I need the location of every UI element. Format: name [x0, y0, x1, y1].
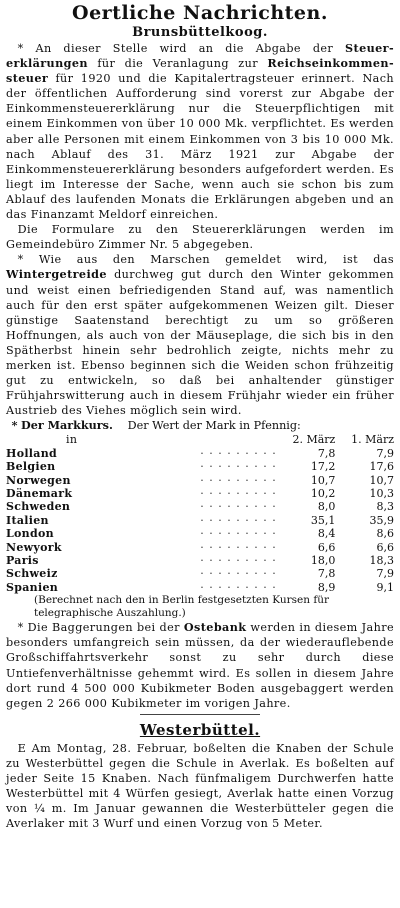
- ostebank-intro: * Die Baggerungen bei der: [17, 621, 184, 635]
- rate-col1: 10,7: [310, 473, 336, 487]
- article-ostebank: [6, 620, 394, 711]
- markkurs-intro: Der Wert der Mark in Pfennig:: [127, 419, 301, 433]
- tax-bold-4: steuer: [6, 71, 49, 86]
- country-name: Italien: [6, 513, 49, 527]
- rate-col1: 7,8: [317, 446, 336, 460]
- table-row: Norwegen · · · · · · · · · 10,7 10,7: [6, 473, 394, 487]
- table-row: Schweden · · · · · · · · · 8,0 8,3: [6, 500, 394, 514]
- rate-col1: 8,4: [317, 527, 336, 541]
- bosseln-text: E Am Montag, 28. Februar, boßelten die Knaben der Schule zu Westerbüttel gegen die Schule in Averlak. Es boßelten auf jeder Seite 15 Knaben. Nach fünfmaligem Durchwerfen hatte Westerbüttel mit 4 Würfen gesiegt, Averlak hatte einen Vorzug von ¼ m. Im Januar gewannen die Westerbütteler gegen die Averlaker mit 3 Wurf und einen Vorzug von 5 Meter.: [6, 741, 394, 831]
- rate-col1: 7,8: [317, 567, 336, 581]
- rate-col2: 9,1: [376, 580, 394, 594]
- article-tax-declarations: [6, 41, 394, 252]
- tax-bold-2: erklärungen: [6, 56, 88, 71]
- wintergetreide-bold: Wintergetreide: [6, 267, 107, 282]
- country-name: Schweden: [6, 500, 71, 514]
- section-divider: [140, 714, 260, 715]
- rate-col2: 8,3: [376, 500, 394, 514]
- markkurs-title: Der Markkurs.: [21, 418, 113, 433]
- tax-text-rest: der öffentlichen Aufforderung sind vorerst zur Abgabe der Einkommensteuererklärung nur die Steuerpflichtigen mit einem Einkommen von über 10 000 Mk. verpflichtet. Es werden aber alle Personen mit einem Einkommen von 3 bis 10 000 Mk. nach Ablauf des 31. März 1921 zur Abgabe der Einkommensteuererklärung besonders aufgefordert werden. Es liegt im Interesse der Sache, wenn auch sie schon bis zum Ablauf des laufenden Monats die Erklärungen abgeben und an das Finanzamt Meldorf einreichen.: [6, 87, 394, 222]
- rate-col1: 35,1: [310, 513, 336, 527]
- rate-col2: 8,6: [376, 527, 394, 541]
- rate-col2: 17,6: [369, 460, 394, 474]
- rate-col2: 35,9: [369, 513, 394, 527]
- country-name: London: [6, 527, 54, 541]
- table-header-row: [6, 433, 394, 446]
- table-row: Newyork · · · · · · · · · 6,6 6,6: [6, 540, 394, 554]
- bosseln-paragraph: [6, 741, 394, 832]
- rate-col2: 7,9: [376, 567, 394, 581]
- markkurs-star: *: [11, 418, 18, 433]
- tax-bold-3: Reichseinkommen-: [267, 56, 394, 71]
- article-tax-paragraph: [6, 41, 394, 222]
- section-heading-westerbuettel: Westerbüttel.: [139, 720, 261, 739]
- page-title: Oertliche Nachrichten.: [72, 2, 328, 24]
- rate-col1: 10,2: [310, 486, 336, 500]
- tax-text-2: für die Veranlagung zur: [87, 57, 268, 71]
- tax-text-3: für 1920 und die Kapitalertragsteuer erinnert. Nach: [48, 72, 394, 86]
- rate-col1: 18,0: [310, 554, 336, 567]
- table-row: Belgien · · · · · · · · · 17,2 17,6: [6, 460, 394, 474]
- rate-col2: 10,7: [369, 473, 394, 487]
- country-name: Schweiz: [6, 567, 58, 581]
- country-name: Holland: [6, 446, 58, 460]
- column-header-col2: 1. März: [351, 433, 394, 447]
- rate-col2: 10,3: [369, 486, 394, 500]
- markkurs-header: [6, 418, 394, 433]
- column-header-in: in: [66, 433, 78, 447]
- table-row: Italien · · · · · · · · · 35,1 35,9: [6, 513, 394, 527]
- rate-col1: 8,9: [317, 580, 336, 594]
- tax-intro: * An dieser Stelle wird an die Abgabe der: [17, 42, 346, 55]
- section-heading-brunsbuettelkoog: Brunsbüttelkoog.: [132, 25, 268, 40]
- wintergetreide-text: durchweg gut durch den Winter gekommen und weist einen befriedigenden Stand auf, was namentlich auch für den erst später aufgekommenen Weizen gilt. Dieser günstige Saatenstand berechtigt zu um so größeren Hoffnungen, als auch von der Mäuseplage, die sich bis in den Spätherbst hinein sehr bedrohlich zeigte, nichts mehr zu merken ist. Ebenso beginnen sich die Weiden schon frühzeitig gut zu entwickeln, so daß bei anhaltender günstiger Frühjahrswitterung auch in diesem Frühjahr wieder ein früher Austrieb des Viehes möglich sein wird.: [6, 268, 394, 418]
- table-row: Paris · · · · · · · · · 18,0 18,3: [6, 554, 394, 567]
- country-name: Dänemark: [6, 486, 73, 500]
- country-name: Norwegen: [6, 473, 71, 487]
- rate-col2: 18,3: [369, 554, 394, 567]
- country-name: Belgien: [6, 460, 56, 474]
- wintergetreide-paragraph: [6, 252, 394, 418]
- table-row: London · · · · · · · · · 8,4 8,6: [6, 527, 394, 541]
- markkurs-note: (Berechnet nach den in Berlin festgesetzten Kursen für telegraphische Auszahlung.): [34, 594, 329, 620]
- table-row: Spanien · · · · · · · · · 8,9 9,1: [6, 580, 394, 594]
- article-tax-forms: [6, 222, 394, 252]
- ostebank-bold: Ostebank: [183, 620, 247, 635]
- rate-col1: 17,2: [310, 460, 336, 474]
- rate-col1: 6,6: [317, 540, 336, 554]
- column-header-col1: 2. März: [292, 433, 336, 447]
- ostebank-paragraph: [6, 620, 394, 711]
- tax-bold-1: Steuer-: [345, 41, 394, 55]
- article-wintergetreide: [6, 252, 394, 418]
- tax-forms-text: Die Formulare zu den Steuererklärungen werden im Gemeindebüro Zimmer Nr. 5 abgegeben.: [6, 223, 394, 252]
- country-name: Spanien: [6, 580, 59, 594]
- rate-col2: 7,9: [376, 446, 394, 460]
- article-bosseln: [6, 741, 394, 832]
- ostebank-text: werden in diesem Jahre besonders umfangreich sein müssen, da der wiederauflebende Großschiffahrtsverkehr sonst zu sehr durch diese Untiefenverhältnisse gehemmt wird. Es sollen in diesem Jahre dort rund 4 500 000 Kubikmeter Boden ausgebaggert werden gegen 2 266 000 Kubikmeter im vorigen Jahre.: [6, 621, 395, 710]
- wintergetreide-intro: * Wie aus den Marschen gemeldet wird, ist das: [17, 253, 394, 267]
- table-row: Dänemark · · · · · · · · · 10,2 10,3: [6, 486, 394, 500]
- rate-col2: 6,6: [376, 540, 394, 554]
- country-name: Paris: [6, 554, 39, 567]
- table-row: Holland · · · · · · · · · 7,8 7,9: [6, 446, 394, 460]
- country-name: Newyork: [6, 540, 62, 554]
- rate-col1: 8,0: [317, 500, 336, 514]
- article-markkurs: [6, 418, 394, 620]
- table-row: Schweiz · · · · · · · · · 7,8 7,9: [6, 567, 394, 581]
- exchange-rate-table: [6, 433, 394, 594]
